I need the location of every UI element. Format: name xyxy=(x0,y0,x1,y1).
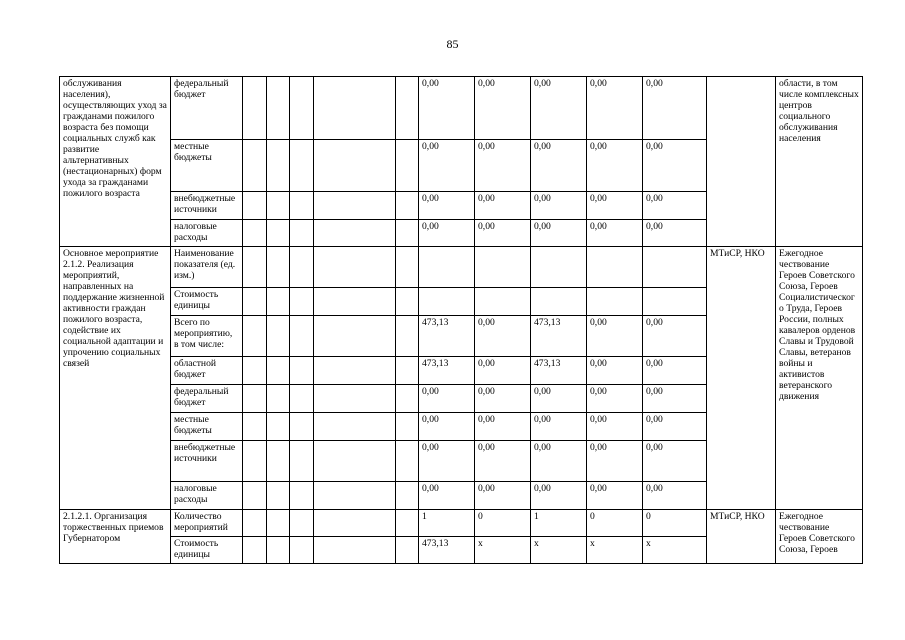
value-cell xyxy=(531,247,587,288)
value-cell: 0,00 xyxy=(475,385,531,413)
value-cell: 473,13 xyxy=(419,537,475,564)
value-cell: 0,00 xyxy=(587,441,643,482)
value-cell: 0,00 xyxy=(643,140,707,192)
value-cell: 0,00 xyxy=(419,140,475,192)
source-label: Наименование показателя (ед. изм.) xyxy=(171,247,243,288)
value-cell xyxy=(587,288,643,316)
value-cell: 0,00 xyxy=(475,413,531,441)
value-cell: 0,00 xyxy=(419,385,475,413)
value-cell: 0,00 xyxy=(587,192,643,220)
source-label: федеральный бюджет xyxy=(171,385,243,413)
value-cell: 0,00 xyxy=(531,482,587,510)
source-label: местные бюджеты xyxy=(171,140,243,192)
source-label: налоговые расходы xyxy=(171,220,243,247)
value-cell: 0,00 xyxy=(643,192,707,220)
value-cell xyxy=(475,247,531,288)
value-cell: 0,00 xyxy=(531,385,587,413)
source-label: федеральный бюджет xyxy=(171,77,243,140)
value-cell: 0,00 xyxy=(531,140,587,192)
value-cell: 0,00 xyxy=(587,316,643,357)
value-cell: 0,00 xyxy=(531,220,587,247)
value-cell: 0,00 xyxy=(587,220,643,247)
source-label: Количество мероприятий xyxy=(171,510,243,537)
value-cell: 0,00 xyxy=(531,413,587,441)
executor-cell xyxy=(707,77,776,247)
source-label: внебюджетные источники xyxy=(171,192,243,220)
value-cell: 0,00 xyxy=(587,385,643,413)
value-cell: 0,00 xyxy=(475,482,531,510)
result-cell: области, в том числе комплексных центров социального обслуживания населения xyxy=(776,77,863,247)
value-cell: 0,00 xyxy=(419,413,475,441)
table-row xyxy=(60,77,863,140)
value-cell: 0,00 xyxy=(419,441,475,482)
source-label: местные бюджеты xyxy=(171,413,243,441)
source-label: областной бюджет xyxy=(171,357,243,385)
value-cell: 0,00 xyxy=(643,441,707,482)
value-cell: 0,00 xyxy=(643,316,707,357)
value-cell: 0,00 xyxy=(643,77,707,140)
value-cell: 0,00 xyxy=(475,140,531,192)
value-cell: x xyxy=(643,537,707,564)
value-cell: 473,13 xyxy=(419,316,475,357)
value-cell: 0,00 xyxy=(643,385,707,413)
value-cell: 0,00 xyxy=(531,77,587,140)
value-cell: 473,13 xyxy=(531,316,587,357)
value-cell xyxy=(419,247,475,288)
value-cell xyxy=(643,288,707,316)
value-cell: 0,00 xyxy=(475,192,531,220)
value-cell: 1 xyxy=(419,510,475,537)
value-cell xyxy=(419,288,475,316)
value-cell: 0 xyxy=(587,510,643,537)
measure-cell: Основное мероприятие 2.1.2. Реализация мероприятий, направленных на поддержание жизненной активности граждан пожилого возраста, содействие их социальной адаптации и упрочению социальных связей xyxy=(60,247,171,510)
value-cell: 0,00 xyxy=(643,220,707,247)
value-cell: x xyxy=(475,537,531,564)
value-cell xyxy=(587,247,643,288)
value-cell: 0,00 xyxy=(643,357,707,385)
result-cell: Ежегодное чествование Героев Советского Союза, Героев Социалистического Труда, Героев России, полных кавалеров орденов Славы и Трудовой Славы, ветеранов войны и активистов ветеранского движения xyxy=(776,247,863,510)
page-number: 85 xyxy=(446,37,459,51)
table-row xyxy=(60,510,863,537)
source-label: Стоимость единицы xyxy=(171,537,243,564)
source-label: налоговые расходы xyxy=(171,482,243,510)
value-cell xyxy=(475,288,531,316)
value-cell: 0,00 xyxy=(475,357,531,385)
program-table xyxy=(59,76,863,564)
executor-cell: МТиСР, НКО xyxy=(707,247,776,510)
value-cell: x xyxy=(531,537,587,564)
value-cell: 0,00 xyxy=(531,441,587,482)
value-cell: 0,00 xyxy=(587,357,643,385)
source-label: внебюджетные источники xyxy=(171,441,243,482)
value-cell: 0,00 xyxy=(643,482,707,510)
source-label: Стоимость единицы xyxy=(171,288,243,316)
measure-cell: 2.1.2.1. Организация торжественных приемов Губернатором xyxy=(60,510,171,564)
value-cell: x xyxy=(587,537,643,564)
value-cell: 0,00 xyxy=(475,441,531,482)
value-cell: 473,13 xyxy=(531,357,587,385)
value-cell xyxy=(643,247,707,288)
value-cell: 0,00 xyxy=(587,140,643,192)
value-cell: 0 xyxy=(643,510,707,537)
value-cell: 0,00 xyxy=(475,77,531,140)
value-cell: 0,00 xyxy=(475,316,531,357)
value-cell: 0,00 xyxy=(475,220,531,247)
value-cell: 0,00 xyxy=(419,482,475,510)
value-cell: 1 xyxy=(531,510,587,537)
value-cell: 0,00 xyxy=(587,77,643,140)
value-cell: 0 xyxy=(475,510,531,537)
executor-cell: МТиСР, НКО xyxy=(707,510,776,564)
value-cell: 473,13 xyxy=(419,357,475,385)
value-cell: 0,00 xyxy=(643,413,707,441)
value-cell: 0,00 xyxy=(587,413,643,441)
value-cell: 0,00 xyxy=(419,192,475,220)
table-row xyxy=(60,247,863,288)
value-cell: 0,00 xyxy=(531,192,587,220)
source-label: Всего по мероприятию, в том числе: xyxy=(171,316,243,357)
measure-cell: обслуживания населения), осуществляющих уход за гражданами пожилого возраста без помощи социальных служб как развитие альтернативных (нестационарных) форм ухода за гражданами пожилого возраста xyxy=(60,77,171,247)
value-cell: 0,00 xyxy=(419,220,475,247)
value-cell: 0,00 xyxy=(419,77,475,140)
result-cell: Ежегодное чествование Героев Советского Союза, Героев xyxy=(776,510,863,564)
value-cell: 0,00 xyxy=(587,482,643,510)
value-cell xyxy=(531,288,587,316)
